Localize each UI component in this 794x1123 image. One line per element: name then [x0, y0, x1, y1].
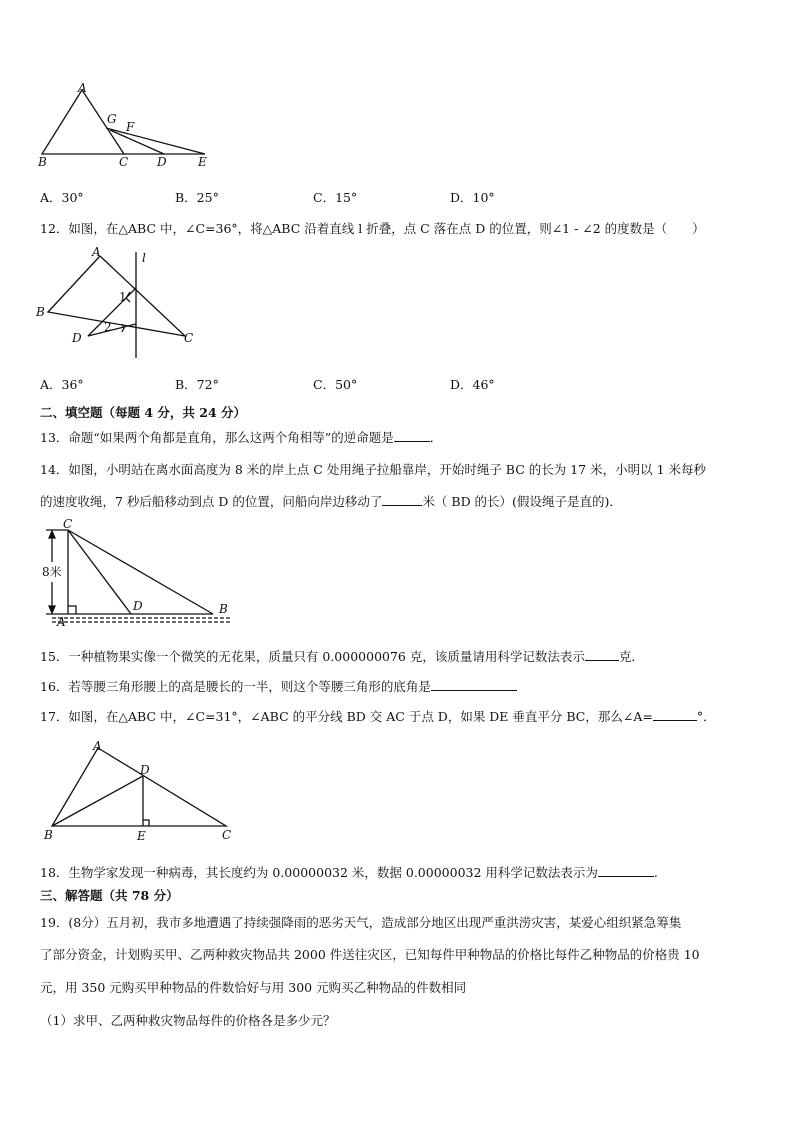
fig14-rope-cd [68, 530, 131, 614]
figure-q17 [30, 736, 240, 844]
fig11-label-b: B [38, 155, 47, 169]
fig12-label-l: l [142, 251, 146, 265]
q13-answer-blank[interactable] [394, 429, 430, 442]
q18 [40, 863, 658, 881]
fig11-label-a: A [78, 81, 87, 95]
fig12-label-a: A [92, 245, 101, 259]
q16 [40, 677, 517, 695]
fig11-line-gd [110, 130, 164, 154]
q11-option-d[interactable]: D．10° [450, 190, 495, 205]
q17-end: °． [696, 709, 716, 724]
q14-answer-blank[interactable] [382, 493, 422, 506]
q12-text: 12．如图，在△ABC 中，∠C=36°，将△ABC 沿着直线 l 折叠，点 C 落在点 D 的位置，则∠1 - ∠2 的度数是（ ） [40, 221, 705, 236]
fig17-label-a: A [93, 739, 102, 753]
fig14-label-d: D [133, 599, 143, 613]
q11-option-b[interactable]: B．25° [175, 190, 219, 205]
q18-end: . [653, 865, 658, 880]
q15-text: 15．一种植物果实像一个微笑的无花果，质量只有 0.000000076 克，该质量请用科学记数法表示 [40, 649, 585, 664]
q14-line-2 [40, 492, 622, 510]
q11-option-a[interactable]: A．30° [40, 190, 84, 205]
q14-line-2b: 米（ BD 的长）(假设绳子是直的)． [422, 494, 622, 509]
q12-options [40, 375, 740, 391]
fig14-label-height: 8米 [42, 565, 62, 579]
fig17-bisector-bd [52, 776, 143, 826]
q17 [40, 707, 716, 725]
q15 [40, 647, 644, 665]
fig14-right-angle-mark [68, 606, 76, 614]
fig17-label-c: C [222, 828, 232, 842]
fig12-line-d-lower [88, 324, 136, 336]
fig14-arrowhead-up [49, 531, 55, 538]
fig12-triangle-abc [48, 256, 185, 336]
fig12-label-b: B [36, 305, 45, 319]
q19-line-2: 了部分资金，计划购买甲、乙两种救灾物品共 2000 件送往灾区，已知每件甲种物品的价格比每件乙种物品的价格贵 10 [40, 947, 700, 962]
fig14-arrowhead-down [49, 606, 55, 613]
section-3-title: 三、解答题（共 78 分） [40, 888, 179, 903]
q17-answer-blank[interactable] [653, 708, 697, 721]
fig11-label-e: E [198, 155, 207, 169]
fig11-label-g: G [107, 112, 117, 126]
section-2-title: 二、填空题（每题 4 分，共 24 分） [40, 405, 247, 420]
q13 [40, 428, 442, 446]
q12-option-c[interactable]: C．50° [313, 377, 358, 392]
q11-options [40, 188, 740, 204]
fig11-label-f: F [126, 120, 135, 134]
q15-answer-blank[interactable] [585, 648, 619, 661]
figure-q11 [30, 80, 220, 172]
fig14-label-c: C [63, 518, 73, 531]
q19-subquestion-1: （1）求甲、乙两种救灾物品每件的价格各是多少元？ [40, 1013, 336, 1028]
q18-text: 18．生物学家发现一种病毒，其长度约为 0.00000032 米，数据 0.00000032 用科学记数法表示为 [40, 865, 598, 880]
fig11-label-c: C [119, 155, 129, 169]
fig17-label-d: D [140, 763, 150, 777]
q13-text: 13．命题“如果两个角都是直角，那么这两个角相等”的逆命题是 [40, 430, 394, 445]
q12-option-b[interactable]: B．72° [175, 377, 219, 392]
fig17-triangle-abc [52, 748, 226, 826]
q14-line-1: 14．如图，小明站在离水面高度为 8 米的岸上点 C 处用绳子拉船靠岸，开始时绳子 BC 的长为 17 米，小明以 1 米每秒 [40, 462, 706, 477]
figure-q14 [30, 518, 240, 630]
fig12-label-angle-1: 1 [119, 290, 127, 304]
q17-text: 17．如图，在△ABC 中，∠C=31°，∠ABC 的平分线 BD 交 AC 于点 D，如果 DE 垂直平分 BC，那么∠A= [40, 709, 653, 724]
fig11-label-d: D [157, 155, 167, 169]
q12-option-d[interactable]: D．46° [450, 377, 495, 392]
fig14-label-b: B [219, 602, 228, 616]
fig14-label-a: A [57, 615, 66, 629]
figure-q12 [30, 244, 210, 362]
fig17-label-b: B [44, 828, 53, 842]
q18-answer-blank[interactable] [598, 864, 654, 877]
fig12-label-angle-2: 2 [104, 320, 112, 334]
q16-answer-blank[interactable] [431, 678, 517, 691]
q11-option-c[interactable]: C．15° [313, 190, 358, 205]
q16-text: 16．若等腰三角形腰上的高是腰长的一半，则这个等腰三角形的底角是 [40, 679, 431, 694]
fig12-label-c: C [184, 331, 194, 345]
fig17-right-angle-mark [143, 820, 149, 826]
fig17-label-e: E [137, 829, 146, 843]
fig12-line-d-upper [88, 288, 136, 336]
fig12-label-d: D [72, 331, 82, 345]
q14-line-2a: 的速度收绳，7 秒后船移动到点 D 的位置，问船向岸边移动了 [40, 494, 383, 509]
q19-line-3: 元，用 350 元购买甲种物品的件数恰好与用 300 元购买乙种物品的件数相同 [40, 980, 467, 995]
q12-option-a[interactable]: A．36° [40, 377, 84, 392]
q13-end: ． [429, 430, 443, 445]
q15-end: 克． [618, 649, 644, 664]
q19-line-1: 19．(8分）五月初，我市多地遭遇了持续强降雨的恶劣天气，造成部分地区出现严重洪涝灾害，某爱心组织紧急筹集 [40, 915, 682, 930]
